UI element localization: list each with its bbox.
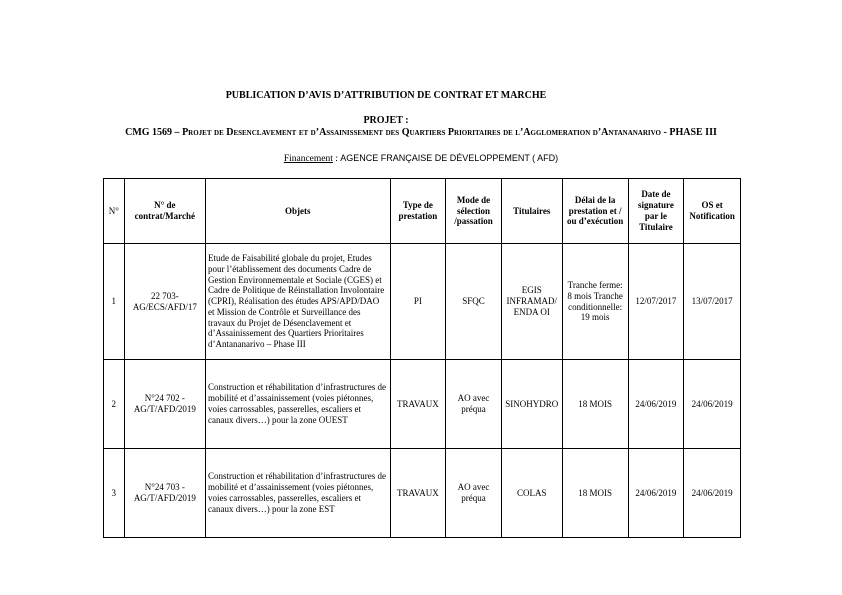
- project-code: CMG 1569 –: [125, 127, 180, 138]
- header-date-signature: Date de signature par le Titulaire: [628, 179, 684, 244]
- cell-contrat: N°24 702 - AG/T/AFD/2019: [124, 360, 205, 449]
- cell-date-signature: 24/06/2019: [628, 360, 684, 449]
- cell-titulaires: EGIS INFRAMAD/ ENDA OI: [501, 244, 562, 360]
- cell-mode: SFQC: [446, 244, 502, 360]
- header-titulaires: Titulaires: [501, 179, 562, 244]
- cell-os: 13/07/2017: [684, 244, 741, 360]
- financement-label: Financement: [283, 154, 333, 164]
- projet-label: PROJET :: [363, 115, 409, 126]
- document-title: PUBLICATION D’AVIS D’ATTRIBUTION DE CONTRAT ET MARCHE: [225, 90, 547, 101]
- project-phase: - PHASE III: [663, 127, 717, 138]
- cell-delai: Tranche ferme: 8 mois Tranche conditionnelle: 19 mois: [562, 244, 628, 360]
- header-contrat: N° de contrat/Marché: [124, 179, 205, 244]
- cell-mode: AO avec préqua: [446, 449, 502, 538]
- cell-num: 3: [104, 449, 125, 538]
- project-name: Projet de Desenclavement et d’Assainissement des Quartiers Prioritaires de l’Agglomeration d’Antananarivo: [182, 127, 662, 138]
- cell-objets: Construction et réhabilitation d’infrastructures de mobilité et d’assainissement (voies piétonnes, voies carrossables, passerelles, escaliers et canaux divers…) pour la zone OUEST: [206, 360, 391, 449]
- table-row: [104, 244, 741, 360]
- cell-contrat: N°24 703 - AG/T/AFD/2019: [124, 449, 205, 538]
- header-objets: Objets: [206, 179, 391, 244]
- project-heading: [0, 127, 842, 138]
- financement-value: AGENCE FRANÇAISE DE DÉVELOPPEMENT ( AFD): [340, 153, 559, 163]
- header-type: Type de prestation: [390, 179, 446, 244]
- cell-objets: Construction et réhabilitation d’infrastructures de mobilité et d’assainissement (voies piétonnes, voies carrossables, passerelles, escaliers et canaux divers…) pour la zone EST: [206, 449, 391, 538]
- cell-titulaires: SINOHYDRO: [501, 360, 562, 449]
- cell-date-signature: 12/07/2017: [628, 244, 684, 360]
- header-delai: Délai de la prestation et / ou d’exécution: [562, 179, 628, 244]
- cell-contrat: 22 703-AG/ECS/AFD/17: [124, 244, 205, 360]
- cell-objets: Etude de Faisabilité globale du projet, Etudes pour l’établissement des documents Cadre de Gestion Environnementale et Sociale (CGES) et Cadre de Politique de Réinstallation Involontaire (CPRI), Réalisation des études APS/APD/DAO et Mission de Contrôle et Surveillance des travaux du Projet de Désenclavement et d’Assainissement des Quartiers Prioritaires d’Antananarivo – Phase III: [206, 244, 391, 360]
- cell-mode: AO avec préqua: [446, 360, 502, 449]
- table-row: [104, 449, 741, 538]
- header-mode: Mode de sélection /passation: [446, 179, 502, 244]
- cell-type: TRAVAUX: [390, 360, 446, 449]
- header-os: OS et Notification: [684, 179, 741, 244]
- table-row: [104, 360, 741, 449]
- cell-delai: 18 MOIS: [562, 449, 628, 538]
- contracts-table: [103, 178, 741, 538]
- cell-date-signature: 24/06/2019: [628, 449, 684, 538]
- cell-type: TRAVAUX: [390, 449, 446, 538]
- cell-delai: 18 MOIS: [562, 360, 628, 449]
- cell-titulaires: COLAS: [501, 449, 562, 538]
- header-num: N°: [104, 179, 125, 244]
- cell-num: 1: [104, 244, 125, 360]
- cell-type: PI: [390, 244, 446, 360]
- table-header-row: [104, 179, 741, 244]
- cell-os: 24/06/2019: [684, 360, 741, 449]
- cell-num: 2: [104, 360, 125, 449]
- cell-os: 24/06/2019: [684, 449, 741, 538]
- financement-separator: :: [332, 154, 341, 164]
- financement-line: [0, 153, 842, 164]
